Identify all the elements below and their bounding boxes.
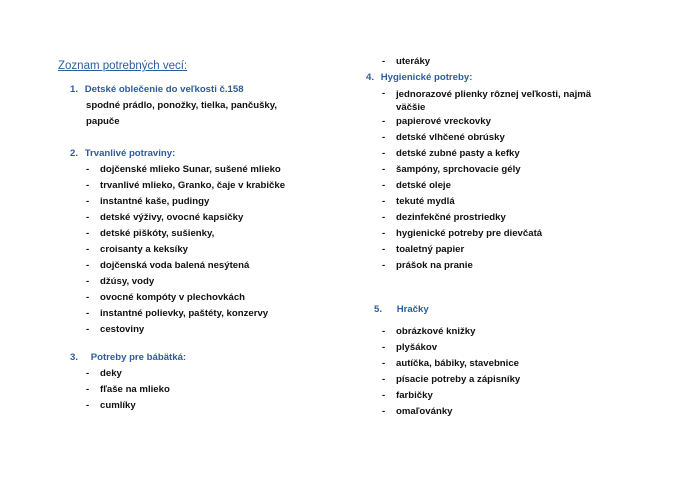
section3-number: 3. (70, 352, 79, 363)
section2-title: Trvanlivé potraviny: (84, 148, 176, 159)
section5-heading (374, 304, 429, 315)
section1-number: 1. (70, 84, 79, 95)
section4-title: Hygienické potreby: (380, 72, 473, 83)
document-page: Zoznam potrebných vecí: 1. Detské oblečenie do veľkosti č.158 spodné prádlo, ponožky, tielka, pančušky, papuče 2. Trvanlivé potraviny: - dojčenské mlieko Sunar, sušené mlieko - trvanlivé mlieko, Granko, čaje v krabičke - instantné kaše, pudingy - detské výživy, ovocné kapsičky - detské piškóty, sušienky, - croisanty a keksíky - dojčenská voda balená nesýtená - džúsy, vody - ovocné kompóty v plechovkách - instantné polievky, paštéty, konzervy - cestoviny 3. Potreby pre bábätká: - deky - fľaše na mlieko - cumlíky - uteráky 4. Hygienické potreby: - jednorazové plienky rôznej veľkosti, najmä väčšie - papierové vreckovky - detské vlhčené obrúsky - detské zubné pasty a kefky - šampóny, sprchovacie gély - detské oleje - tekuté mydlá - dezinfekčné prostriedky - hygienické potreby pre dievčatá - toaletný papier - prášok na pranie 5. Hračky - obrázkové knižky - plyšákov - autíčka, bábiky, stavebnice - písacie potreby a zápisníky - farbičky - omaľovánky (58, 56, 592, 417)
section2-heading (70, 148, 175, 159)
section4-heading (366, 72, 472, 83)
section1-line1: spodné prádlo, ponožky, tielka, pančušky, (86, 100, 278, 111)
section3-title: Potreby pre bábätká: (90, 352, 187, 363)
section1-title: Detské oblečenie do veľkosti č.158 (84, 84, 244, 95)
section4-number: 4. (366, 72, 375, 83)
section5-number: 5. (374, 304, 383, 315)
section2-number: 2. (70, 148, 79, 159)
section1-heading (70, 84, 244, 95)
section5-title: Hračky (396, 304, 429, 315)
document-title: Zoznam potrebných vecí: (58, 60, 188, 72)
section1-line2: papuče (86, 116, 120, 127)
section3-heading (70, 352, 186, 363)
